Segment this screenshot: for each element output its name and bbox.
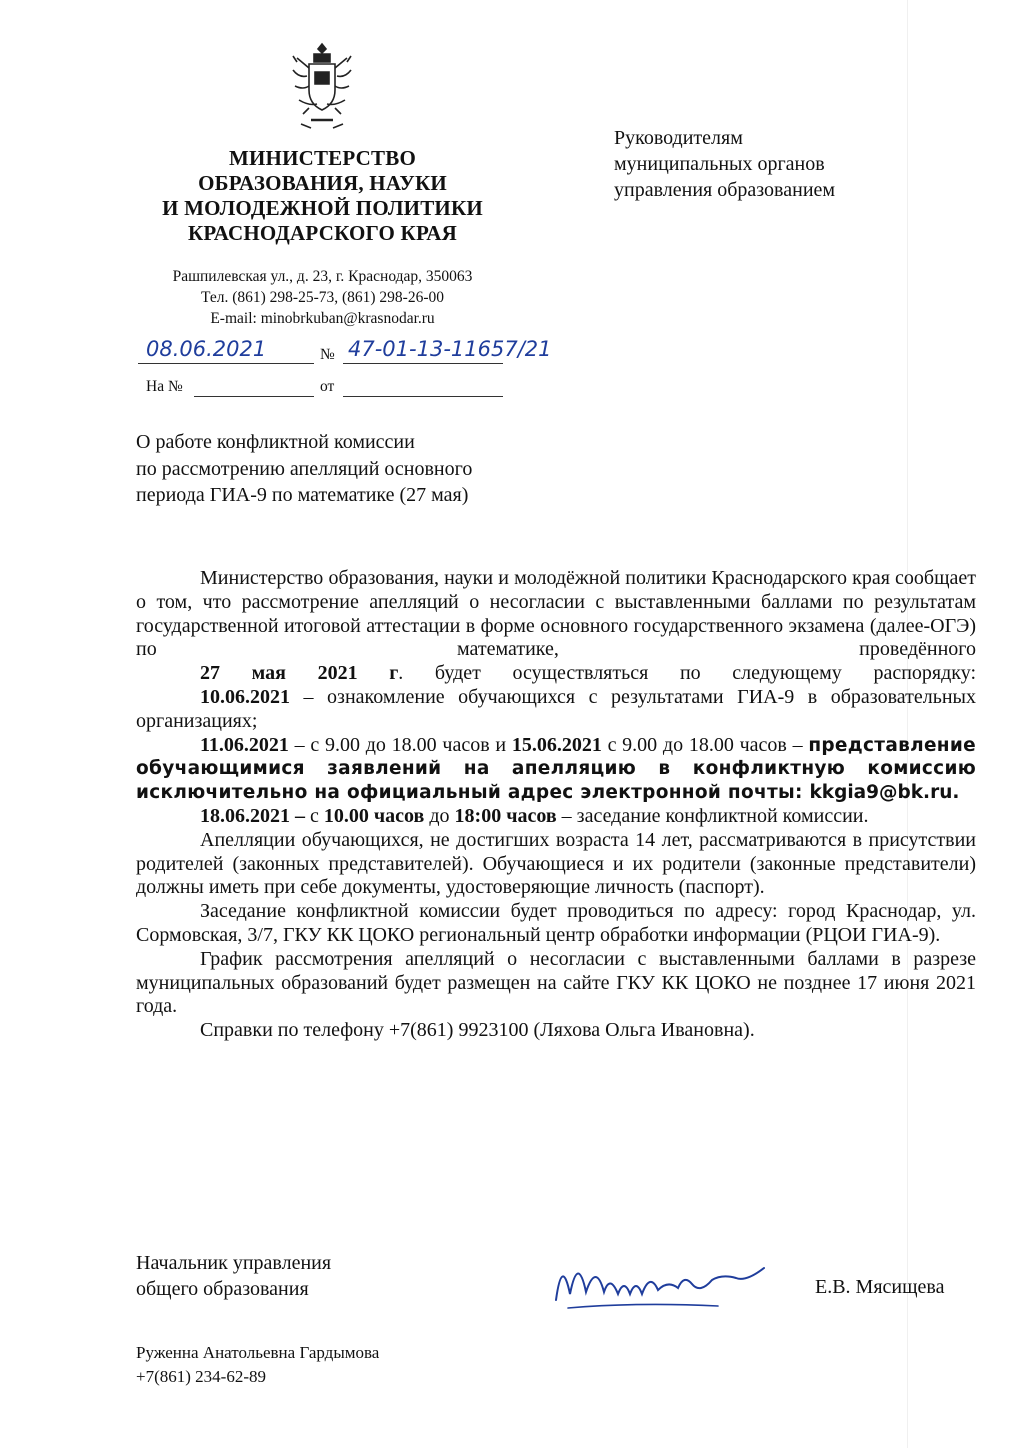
item2-date1: 11.06.2021 [200, 733, 289, 756]
schedule-item-2 [136, 734, 976, 805]
intro-paragraph [136, 567, 976, 686]
schedule-paragraph: График рассмотрения апелляций о несогласии с выставленными баллами в разрезе муниципальных образований будет размещен на сайте ГКУ КК ЦОКО не позднее 17 июня 2021 года. [136, 947, 976, 1018]
ref-from-underline [343, 396, 503, 397]
item3-c: с [305, 804, 324, 827]
ministry-line: КРАСНОДАРСКОГО КРАЯ [187, 221, 458, 245]
ministry-line: И МОЛОДЕЖНОЙ ПОЛИТИКИ [162, 196, 483, 220]
intro-tail: . будет осуществляться по следующему распорядку: [398, 662, 977, 685]
ministry-name [120, 146, 525, 246]
minors-paragraph: Апелляции обучающихся, не достигших возраста 14 лет, рассматриваются в присутствии родителей (законных представителей). Обучающиеся и их родители (законные представители) должны иметь при себе документы, удостоверяющие личность (паспорт). [136, 828, 976, 899]
position-line: Начальник управления [136, 1252, 332, 1274]
item3-date: 18.06.2021 – [200, 804, 305, 827]
schedule-item-1 [136, 686, 976, 734]
item3-to-word: до [424, 804, 455, 827]
recipient-line: Руководителям [614, 127, 743, 149]
item2-bold-text: представление обучающимися заявлений на апелляцию в конфликтную комиссию исключительно на официальный адрес электронной почты: [136, 734, 976, 804]
letter-body [136, 567, 976, 1043]
item3-text: – заседание конфликтной комиссии. [556, 804, 869, 827]
handwritten-signature [550, 1250, 765, 1312]
contact-paragraph: Справки по телефону +7(861) 9923100 (Ляхова Ольга Ивановна). [200, 1019, 755, 1042]
schedule-item-3 [136, 805, 976, 829]
number-label: № [320, 346, 335, 363]
ministry-line: МИНИСТЕРСТВО [228, 146, 416, 170]
subject-line: О работе конфликтной комиссии [136, 431, 415, 453]
item3-to: 18:00 часов [454, 804, 557, 827]
venue-paragraph: Заседание конфликтной комиссии будет проводиться по адресу: город Краснодар, ул. Сормовская, 3/7, ГКУ КК ЦОКО региональный центр обработки информации (РЦОИ ГИА-9). [136, 900, 976, 946]
item1-date: 10.06.2021 [200, 685, 290, 708]
item2-mid: – с 9.00 до 18.00 часов и [288, 733, 512, 756]
coat-of-arms-icon [289, 40, 355, 132]
number-underline [343, 363, 503, 364]
address-text: Рашпилевская ул., д. 23, г. Краснодар, 350063 [172, 268, 473, 285]
registration-number: 47-01-13-11657/21 [348, 337, 552, 361]
recipient-block [614, 125, 835, 203]
exam-date: 27 мая 2021 г [200, 662, 399, 685]
email-text: E-mail: minobrkuban@krasnodar.ru [210, 310, 435, 327]
appeal-email-link[interactable]: kkgia9@bk.ru. [809, 782, 960, 804]
item3-from: 10.00 часов [323, 804, 425, 827]
ministry-contacts [120, 266, 525, 329]
ref-from-label: от [320, 378, 335, 395]
date-underline [138, 363, 314, 364]
intro-text: Министерство образования, науки и молодёжной политики Краснодарского края сообщает о том, что рассмотрение апелляций о несогласии с выставленными баллами по результатам государственной итоговой аттестации в форме основного государственного экзамена (далее-ОГЭ) по математике, проведённого [136, 567, 976, 661]
position-line: общего образования [136, 1278, 309, 1300]
letter-subject [136, 429, 472, 509]
item1-text: – ознакомление обучающихся с результатами ГИА-9 в образовательных организациях; [136, 685, 976, 732]
executor-block [136, 1341, 379, 1389]
phone-text: Тел. (861) 298-25-73, (861) 298-26-00 [200, 289, 445, 306]
signatory-name: Е.В. Мясищева [815, 1276, 945, 1298]
recipient-line: управления образованием [614, 179, 836, 201]
ref-label: На № [146, 378, 183, 395]
ref-underline [194, 396, 314, 397]
subject-line: периода ГИА-9 по математике (27 мая) [136, 484, 469, 506]
item2-time: с 9.00 до 18.00 часов – [601, 733, 809, 756]
executor-phone: +7(861) 234-62-89 [136, 1367, 266, 1386]
registration-date: 08.06.2021 [146, 337, 267, 361]
signatory-position [136, 1250, 331, 1302]
item2-date2: 15.06.2021 [511, 733, 602, 756]
subject-line: по рассмотрению апелляций основного [136, 457, 473, 480]
ministry-line: ОБРАЗОВАНИЯ, НАУКИ [198, 171, 447, 195]
executor-name: Руженна Анатольевна Гардымова [136, 1343, 380, 1362]
recipient-line: муниципальных органов [614, 153, 825, 175]
